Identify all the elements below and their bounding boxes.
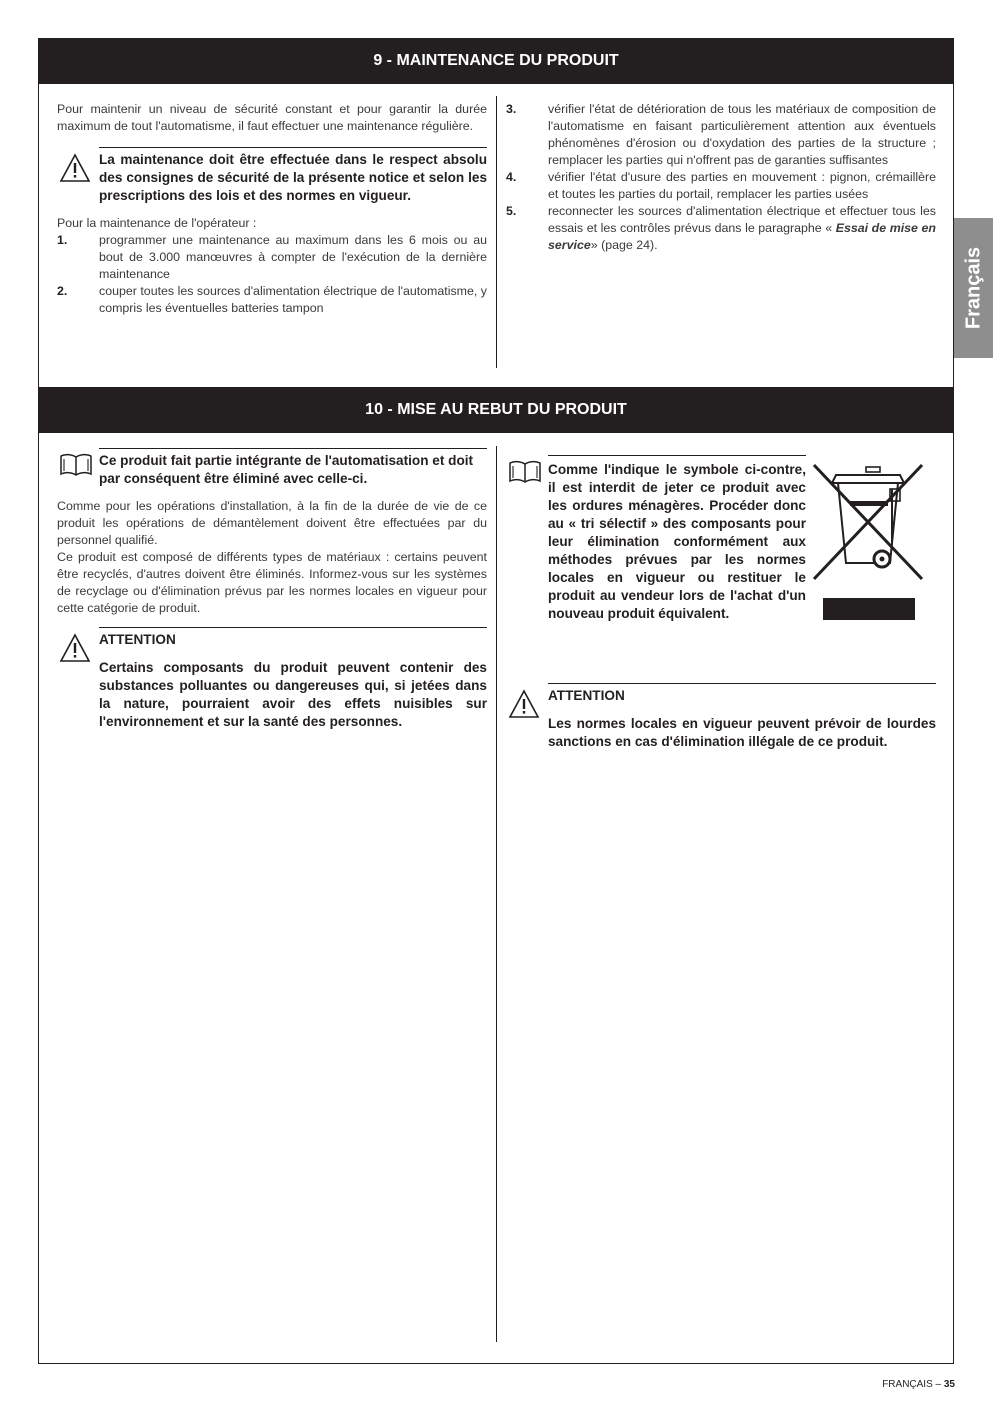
maintenance-lead: Pour la maintenance de l'opérateur : — [57, 216, 257, 230]
warning-triangle-icon — [59, 633, 91, 663]
book-icon — [59, 452, 93, 478]
weee-note: Comme l'indique le symbole ci-contre, il est interdit de jeter ce produit avec les ordures ménagères. Procéder donc au « tri sélectif » des composants pour leur élimination conformément aux méthodes prévues par les normes locales en vigueur ou restituer le produit au vendeur lors de l'achat d'un nouveau produit équivalent. — [506, 455, 806, 623]
crossed-bin-icon — [812, 459, 928, 627]
book-icon — [508, 459, 542, 485]
disposal-paragraph: Ce produit est composé de différents types de matériaux : certains peuvent être recyclés, d'autres doivent être éliminés. Informez-vous sur les systèmes de recyclage ou d'élimination prévus par les normes locales en vigueur pour cette catégorie de produit. — [57, 550, 487, 615]
language-tab: Français — [954, 218, 993, 358]
disposal-paragraph: Comme pour les opérations d'installation, à la fin de la durée de vie de ce produit les opérations de démantèlement doivent être effectuées par du personnel qualifié. — [57, 499, 487, 547]
list-item: 2. couper toutes les sources d'alimentation électrique de l'automatisme, y compris les éventuelles batteries tampon — [57, 284, 487, 315]
list-item: 5. reconnecter les sources d'alimentation électrique et effectuer tous les essais et les contrôles prévus dans le paragraphe « Essai de mise en service» (page 24). — [506, 204, 936, 252]
column-divider — [496, 96, 497, 368]
warning-triangle-icon — [508, 689, 540, 719]
section-10-header: 10 - MISE AU REBUT DU PRODUIT — [38, 387, 954, 433]
attention-note: ATTENTION Certains composants du produit peuvent contenir des substances polluantes ou dangereuses qui, si jetées dans la nature, pourraient avoir des effets nuisibles sur l'environnement et sur la santé des personnes. — [57, 627, 487, 731]
maintenance-intro: Pour maintenir un niveau de sécurité constant et pour garantir la durée maximum de tout l'automatisme, il faut effectuer une maintenance régulière. — [57, 102, 487, 133]
list-item: 1. programmer une maintenance au maximum dans les 6 mois ou au bout de 3.000 manœuvres à compter de l'exécution de la dernière maintenance — [57, 233, 487, 281]
list-item: 4. vérifier l'état d'usure des parties en mouvement : pignon, crémaillère et toutes les parties du portail, remplacer les parties usées — [506, 170, 936, 201]
page-number: 35 — [943, 1379, 955, 1390]
list-item: 3. vérifier l'état de détérioration de tous les matériaux de composition de l'automatisme en faisant particulièrement attention aux éventuels phénomènes d'érosion ou d'oxydation des parties de la structure ; remplacer les parties qui n'offrent pas de garanties suffisantes — [506, 102, 936, 167]
attention-note: ATTENTION Les normes locales en vigueur peuvent prévoir de lourdes sanctions en cas d'élimination illégale de ce produit. — [506, 683, 936, 751]
section-9-right-column — [506, 101, 936, 254]
warning-triangle-icon — [59, 153, 91, 183]
section-10-left-column — [57, 448, 487, 731]
section-9-left-column — [57, 101, 487, 317]
section-9-header: 9 - MAINTENANCE DU PRODUIT — [38, 38, 954, 84]
page-footer: FRANÇAIS – 35 — [882, 1379, 955, 1390]
manual-note: Ce produit fait partie intégrante de l'automatisation et doit par conséquent être éliminé avec celle-ci. — [57, 448, 487, 488]
reference-link: Essai de mise en service — [548, 221, 936, 252]
maintenance-warning: La maintenance doit être effectuée dans le respect absolu des consignes de sécurité de la présente notice et selon les prescriptions des lois et des normes en vigueur. — [57, 147, 487, 205]
section-10-right-column — [506, 455, 936, 751]
column-divider — [496, 446, 497, 1342]
